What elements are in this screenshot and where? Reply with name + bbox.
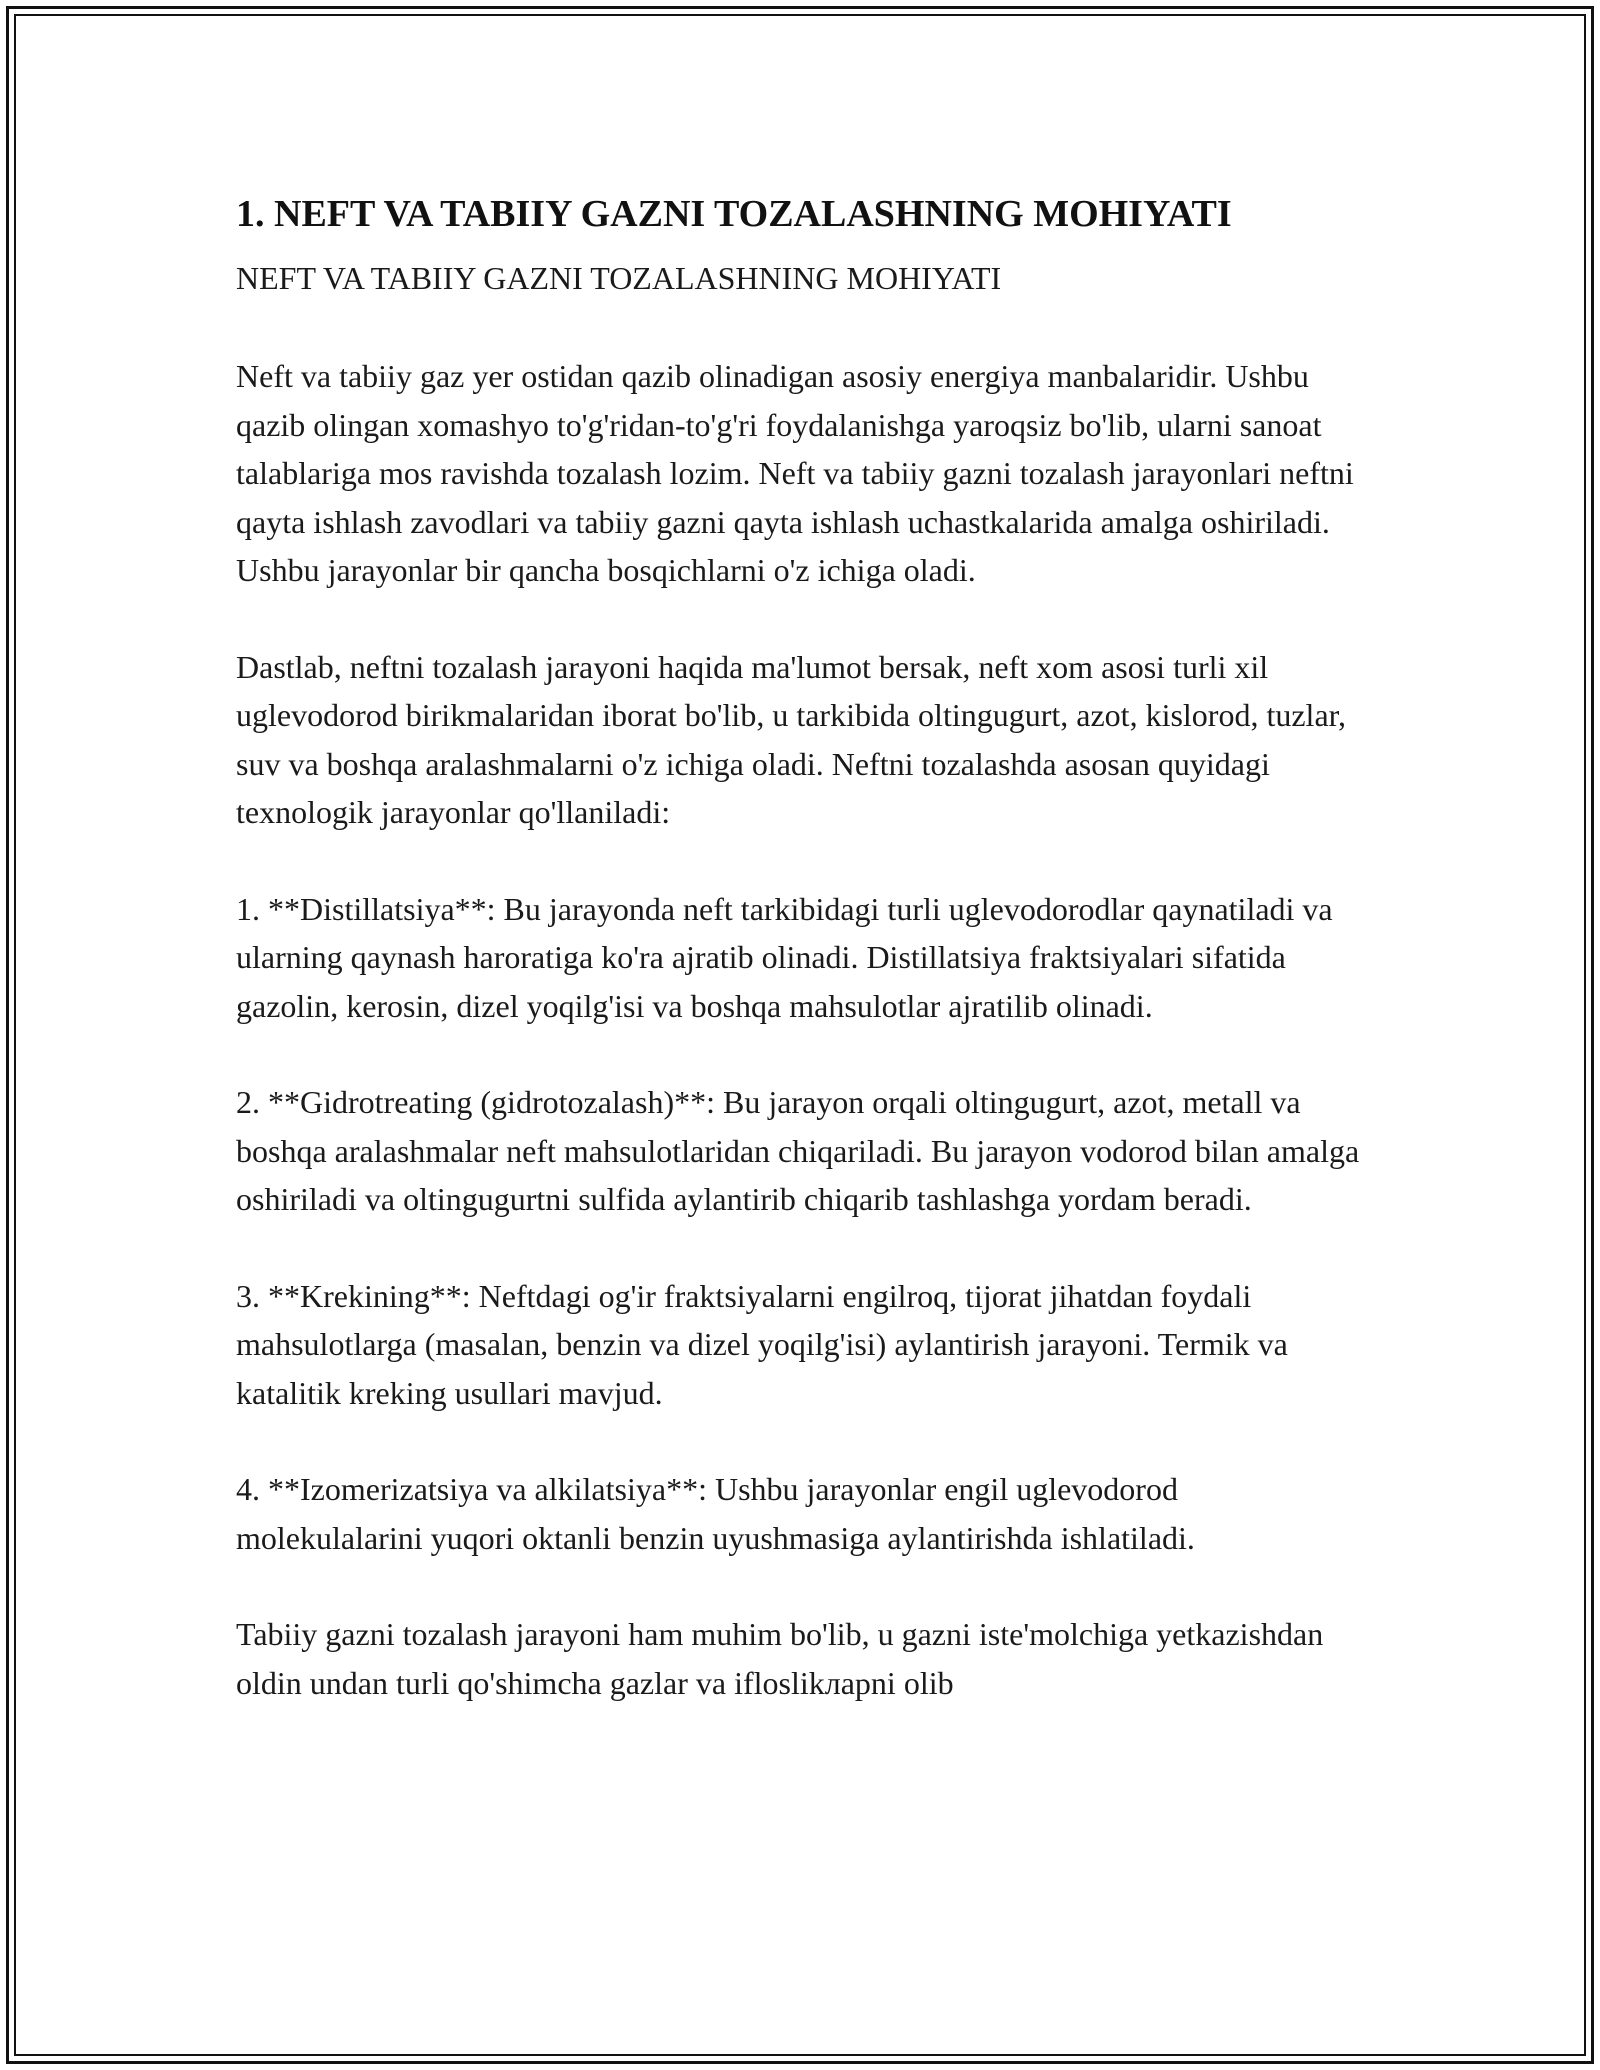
list-item-distillation: 1. **Distillatsiya**: Bu jarayonda neft tarkibidagi turli uglevodorodlar qaynatiladi va ularning qaynash haroratiga ko'ra ajratib olinadi. Distillatsiya fraktsiyalari sifatida gazolin, kerosin, dizel yoqilg'isi va boshqa mahsulotlar ajratilib olinadi. <box>236 890 1333 1024</box>
list-item-hydrotreating: 2. **Gidrotreating (gidrotozalash)**: Bu jarayon orqali oltingugurt, azot, metall va boshqa aralashmalar neft mahsulotlaridan chiqariladi. Bu jarayon vodorod bilan amalga oshiriladi va oltingugurtni sulfida aylantirib chiqarib tashlashga yordam beradi. <box>236 1084 1360 1217</box>
paragraph-oil-refining: Dastlab, neftni tozalash jarayoni haqida ma'lumot bersak, neft xom asosi turli xil uglevodorod birikmalaridan iborat bo'lib, u tarkibida oltingugurt, azot, kislorod, tuzlar, suv va boshqa aralashmalarni o'z ichiga oladi. Neftni tozalashda asosan quyidagi texnologik jarayonlar qo'llaniladi: <box>236 648 1347 830</box>
paragraph-intro: Neft va tabiiy gaz yer ostidan qazib olinadigan asosiy energiya manbalaridir. Ushbu qazib olingan xomashyo to'g'ridan-to'g'ri foydalanishga yaroqsiz bo'lib, ularni sanoat talablariga mos ravishda tozalash lozim. Neft va tabiiy gazni tozalash jarayonlari neftni qayta ishlash zavodlari va tabiiy gazni qayta ishlash uchastkalarida amalga oshiriladi. Ushbu jarayonlar bir qancha bosqichlarni o'z ichiga oladi. <box>236 358 1354 588</box>
document-body <box>236 186 1372 1707</box>
list-item-cracking: 3. **Krekining**: Neftdagi og'ir fraktsiyalarni engilroq, tijorat jihatdan foydali mahsulotlarga (masalan, benzin va dizel yoqilg'isi) aylantirish jarayoni. Termik va katalitik kreking usullari mavjud. <box>236 1277 1288 1411</box>
document-subtitle: NEFT VA TABIIY GAZNI TOZALASHNING MOHIYATI <box>236 260 1002 296</box>
paragraph-natural-gas: Tabiiy gazni tozalash jarayoni ham muhim bo'lib, u gazni iste'molchiga yetkazishdan oldin undan turli qo'shimcha gazlar va ifloslikларni olib <box>236 1616 1324 1701</box>
list-item-isomerization: 4. **Izomerizatsiya va alkilatsiya**: Ushbu jarayonlar engil uglevodorod molekulalarini yuqori oktanli benzin uyushmasiga aylantirishda ishlatiladi. <box>236 1471 1195 1556</box>
document-title: 1. NEFT VA TABIIY GAZNI TOZALASHNING MOHIYATI <box>236 193 1232 235</box>
